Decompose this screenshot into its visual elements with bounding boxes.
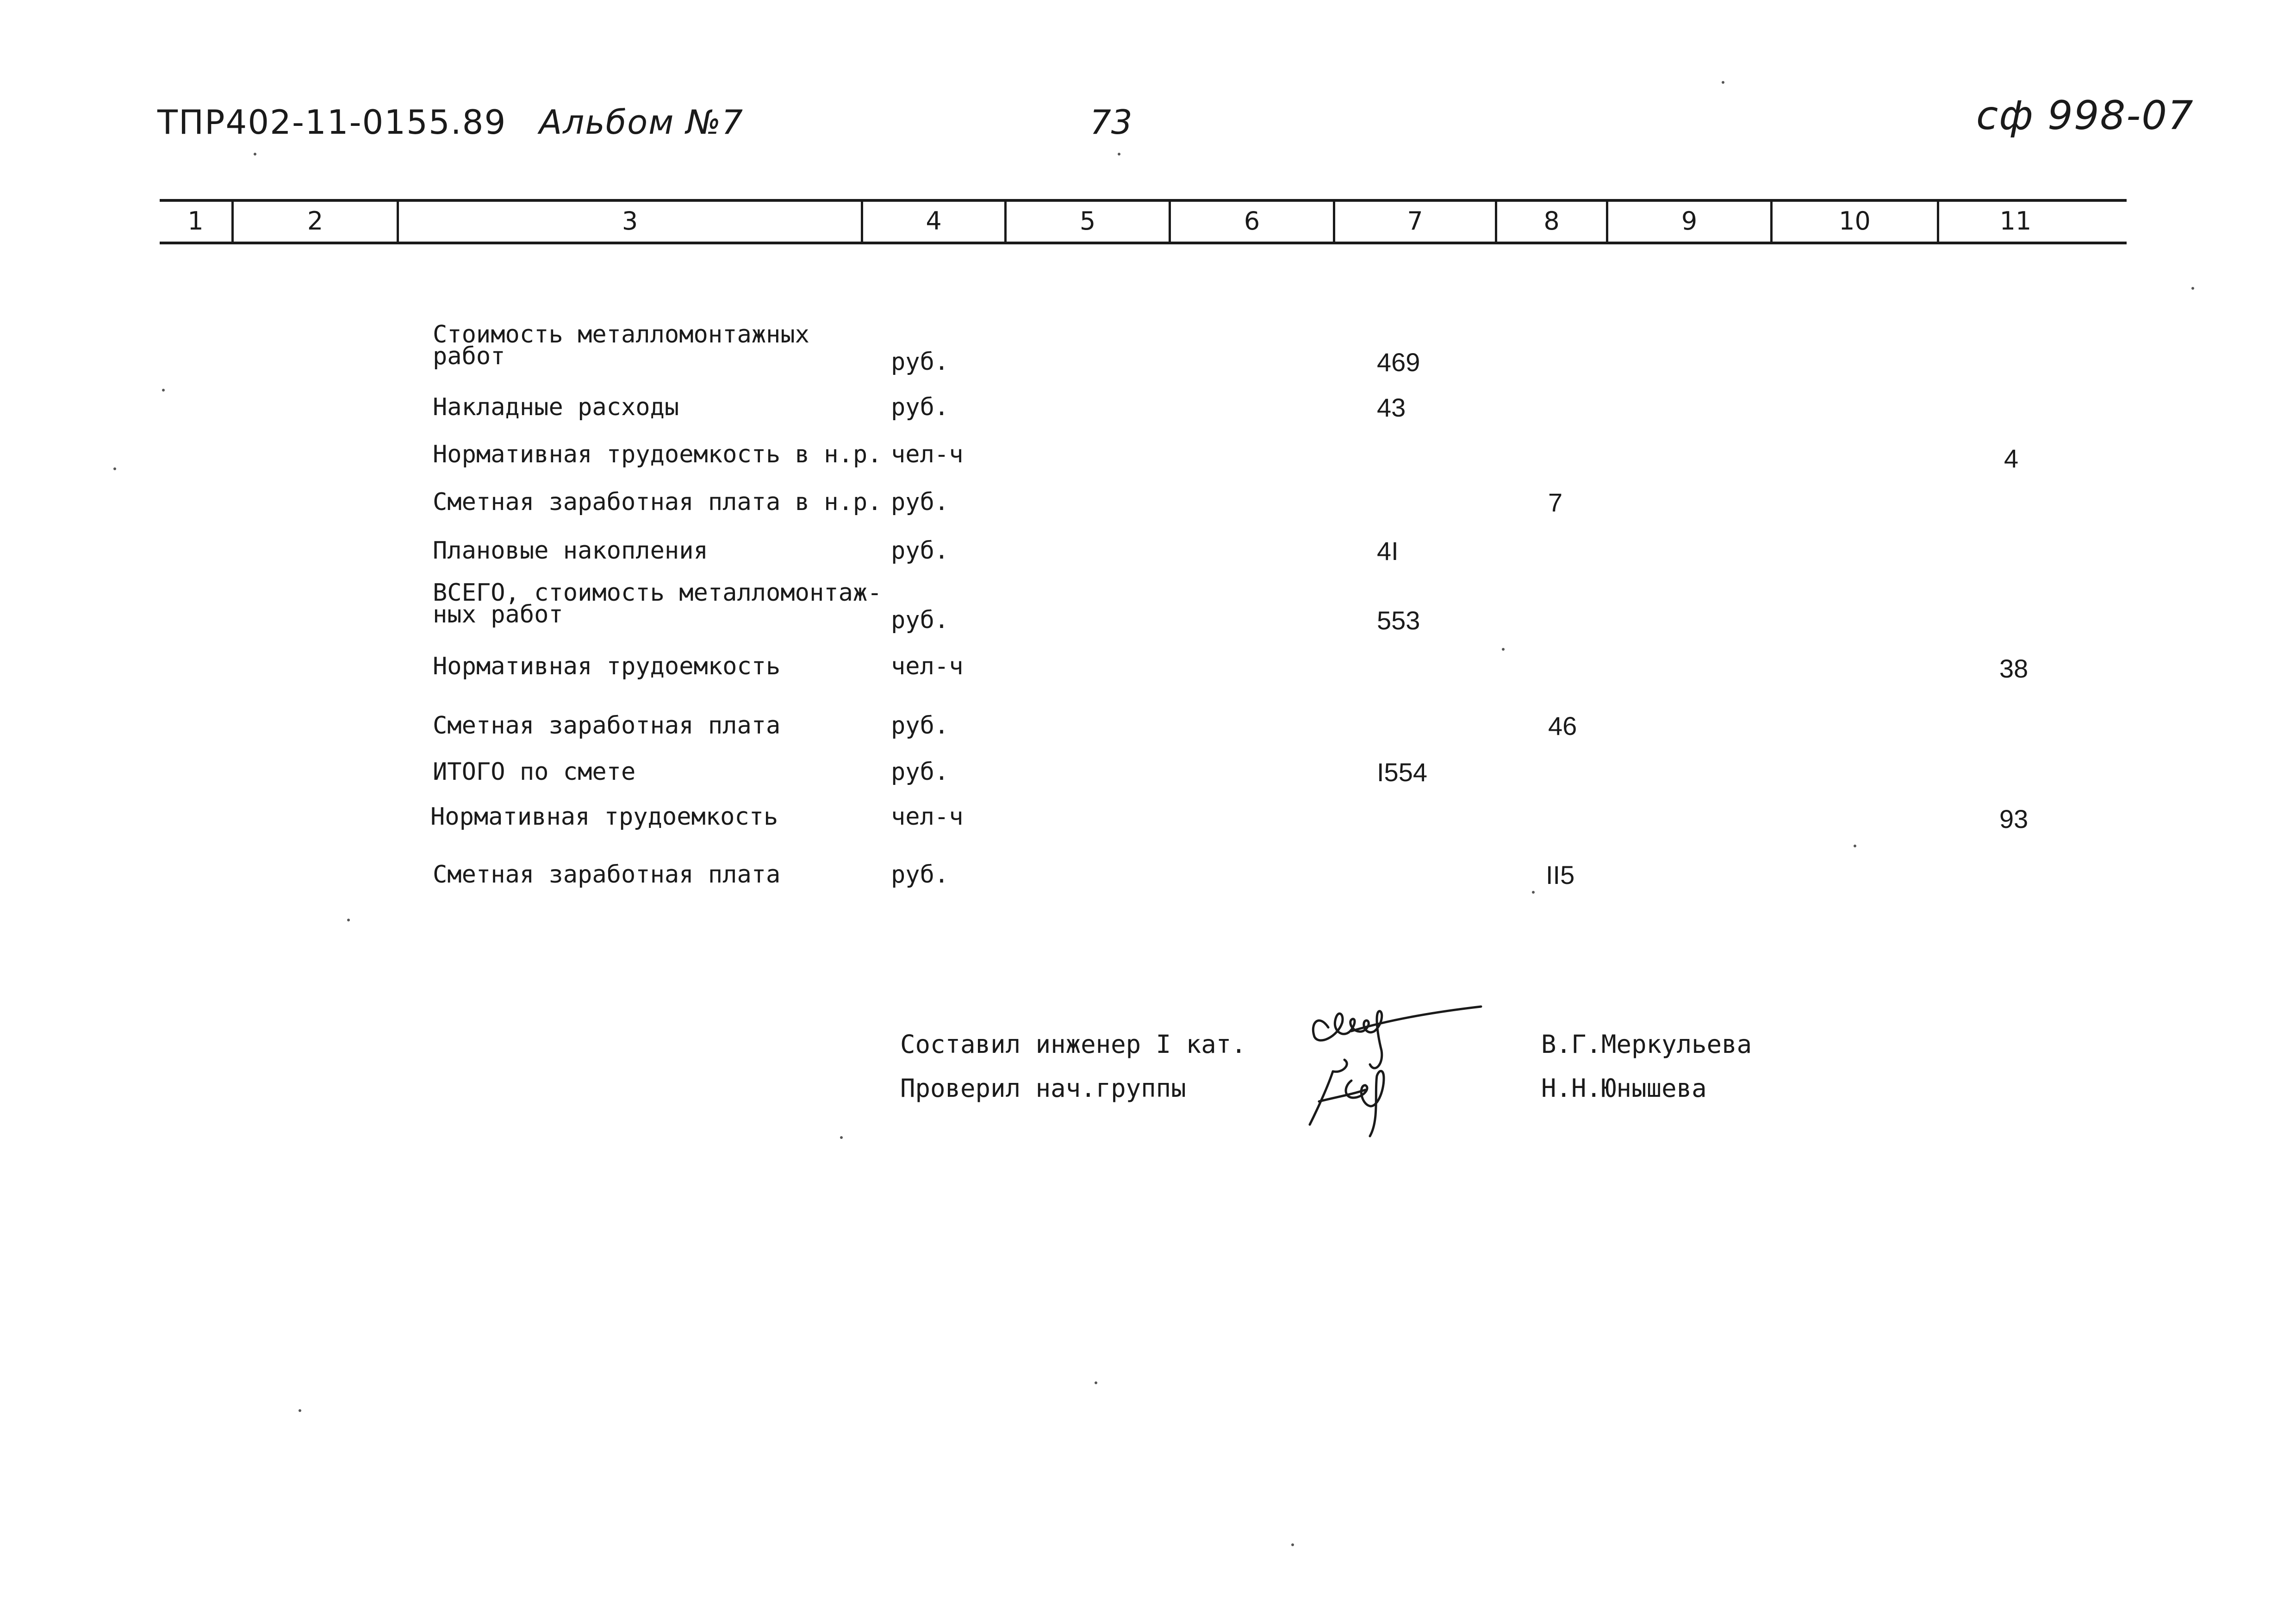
row-value: 4 <box>2004 444 2019 473</box>
row-label: Сметная заработная плата в н.р. <box>433 488 882 516</box>
header-top-rule <box>160 199 2127 202</box>
scan-speck <box>2191 287 2194 290</box>
row-value: 43 <box>1377 393 1406 422</box>
row-value: 469 <box>1377 348 1420 377</box>
row-unit: руб. <box>891 488 949 516</box>
row-unit: руб. <box>891 606 949 634</box>
scan-speck <box>254 153 256 155</box>
header-bottom-rule <box>160 242 2127 244</box>
scan-speck <box>1291 1543 1294 1546</box>
row-label: Сметная заработная плата <box>433 861 781 889</box>
scan-speck <box>113 467 116 470</box>
row-unit: руб. <box>891 393 949 421</box>
page-number: 73 <box>1090 103 1132 142</box>
album-number: Альбом №7 <box>539 103 744 142</box>
column-number: 6 <box>1244 206 1260 236</box>
column-number: 9 <box>1681 206 1698 236</box>
row-unit: чел-ч <box>891 803 964 831</box>
row-unit: руб. <box>891 537 949 565</box>
scan-speck <box>1118 153 1120 155</box>
checked-by-label: Проверил нач.группы <box>900 1074 1186 1103</box>
scan-speck <box>299 1409 301 1412</box>
row-value: 38 <box>1999 654 2028 683</box>
row-unit: руб. <box>891 712 949 740</box>
column-number: 3 <box>622 206 638 236</box>
row-unit: чел-ч <box>891 653 964 680</box>
registry-number: сф 998-07 <box>1976 93 2194 139</box>
row-label: Плановые накопления <box>433 537 708 565</box>
row-value: 93 <box>1999 804 2028 833</box>
row-label: ИТОГО по смете <box>433 758 636 786</box>
row-value: II5 <box>1546 860 1575 889</box>
row-label: Накладные расходы <box>433 393 679 421</box>
scan-speck <box>1502 648 1505 651</box>
scan-speck <box>1722 81 1724 84</box>
row-value: 4I <box>1377 536 1399 566</box>
row-label: Нормативная трудоемкость <box>430 803 778 831</box>
row-unit: руб. <box>891 861 949 889</box>
row-value: 46 <box>1548 711 1577 740</box>
column-number: 11 <box>1999 206 2032 236</box>
row-unit: руб. <box>891 758 949 786</box>
row-unit: чел-ч <box>891 441 964 468</box>
document-code: ТПР402-11-0155.89 <box>157 103 507 142</box>
column-number: 7 <box>1407 206 1423 236</box>
scan-speck <box>347 919 350 921</box>
column-number: 2 <box>307 206 324 236</box>
row-value: I554 <box>1377 758 1427 787</box>
row-label: Сметная заработная плата <box>433 712 781 740</box>
column-number: 4 <box>926 206 942 236</box>
row-value: 553 <box>1377 606 1420 635</box>
column-number: 5 <box>1079 206 1096 236</box>
column-number: 8 <box>1543 206 1560 236</box>
scan-speck <box>1532 891 1535 894</box>
scan-speck <box>1095 1381 1097 1384</box>
column-number: 10 <box>1839 206 1871 236</box>
row-value: 7 <box>1548 488 1563 517</box>
compiled-by-name: В.Г.Меркульева <box>1541 1030 1752 1059</box>
row-label: Нормативная трудоемкость <box>433 653 781 680</box>
checked-by-name: Н.Н.Юнышева <box>1541 1074 1707 1103</box>
row-label: ВСЕГО, стоимость металломонтаж- ных работ <box>433 579 882 628</box>
compiled-by-label: Составил инженер I кат. <box>900 1030 1246 1059</box>
scan-speck <box>162 389 165 392</box>
scan-speck <box>1854 845 1856 847</box>
scan-speck <box>840 1136 843 1139</box>
handwritten-signature <box>1300 995 1495 1148</box>
column-number: 1 <box>187 206 204 236</box>
row-label: Нормативная трудоемкость в н.р. <box>433 441 882 468</box>
row-label: Стоимость металломонтажных работ <box>433 321 809 370</box>
row-unit: руб. <box>891 348 949 376</box>
